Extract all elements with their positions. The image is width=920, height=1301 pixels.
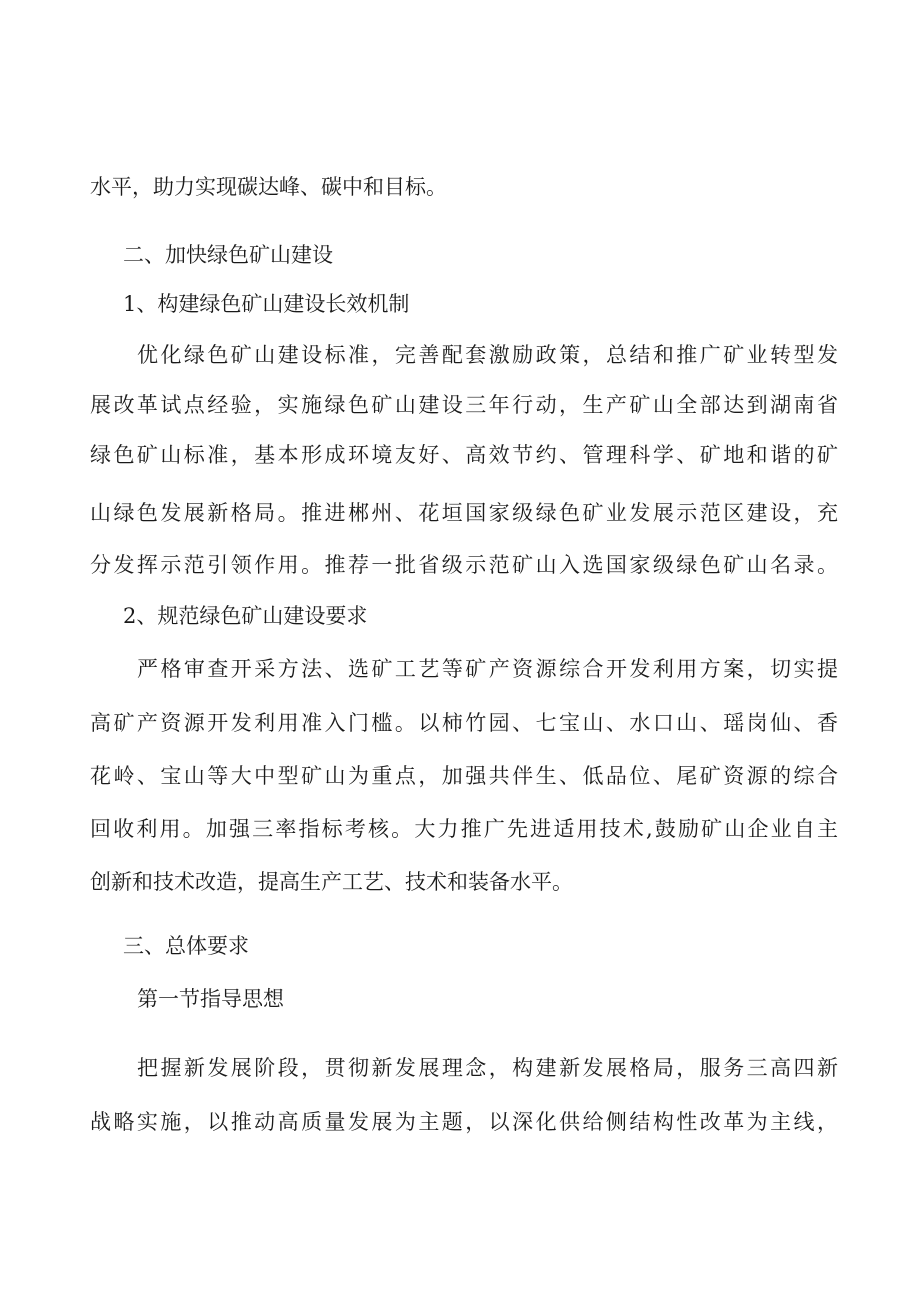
paragraph-line: 创新和技术改造，提高生产工艺、技术和装备水平。 <box>90 870 573 894</box>
paragraph-line: 回收利用。加强三率指标考核。大力推广先进适用技术,鼓励矿山企业自主 <box>90 817 838 841</box>
subsection-heading-guiding-thought: 第一节指导思想 <box>137 987 284 1011</box>
paragraph-line: 花岭、宝山等大中型矿山为重点，加强共伴生、低品位、尾矿资源的综合 <box>90 764 838 788</box>
paragraph-continuation-line: 水平，助力实现碳达峰、碳中和目标。 <box>90 175 447 199</box>
paragraph-line: 绿色矿山标准，基本形成环境友好、高效节约、管理科学、矿地和谐的矿 <box>90 443 838 467</box>
paragraph-line: 分发挥示范引领作用。推荐一批省级示范矿山入选国家级绿色矿山名录。 <box>90 553 838 577</box>
paragraph-line: 把握新发展阶段，贯彻新发展理念，构建新发展格局，服务三高四新 <box>137 1056 838 1080</box>
subsection-heading-2: 2、规范绿色矿山建设要求 <box>123 604 368 628</box>
paragraph-line: 高矿产资源开发利用准入门槛。以柿竹园、七宝山、水口山、瑶岗仙、香 <box>90 711 838 735</box>
paragraph-line: 战略实施，以推动高质量发展为主题，以深化供给侧结构性改革为主线， <box>90 1110 838 1134</box>
section-heading-3: 三、总体要求 <box>123 934 249 958</box>
paragraph-line: 优化绿色矿山建设标准，完善配套激励政策，总结和推广矿业转型发 <box>137 343 838 367</box>
paragraph-line: 严格审查开采方法、选矿工艺等矿产资源综合开发利用方案，切实提 <box>137 657 838 681</box>
section-heading-2: 二、加快绿色矿山建设 <box>123 243 333 267</box>
paragraph-line: 山绿色发展新格局。推进郴州、花垣国家级绿色矿业发展示范区建设，充 <box>90 501 838 525</box>
subsection-heading-1: 1、构建绿色矿山建设长效机制 <box>123 292 410 316</box>
paragraph-line: 展改革试点经验，实施绿色矿山建设三年行动，生产矿山全部达到湖南省 <box>90 393 838 417</box>
